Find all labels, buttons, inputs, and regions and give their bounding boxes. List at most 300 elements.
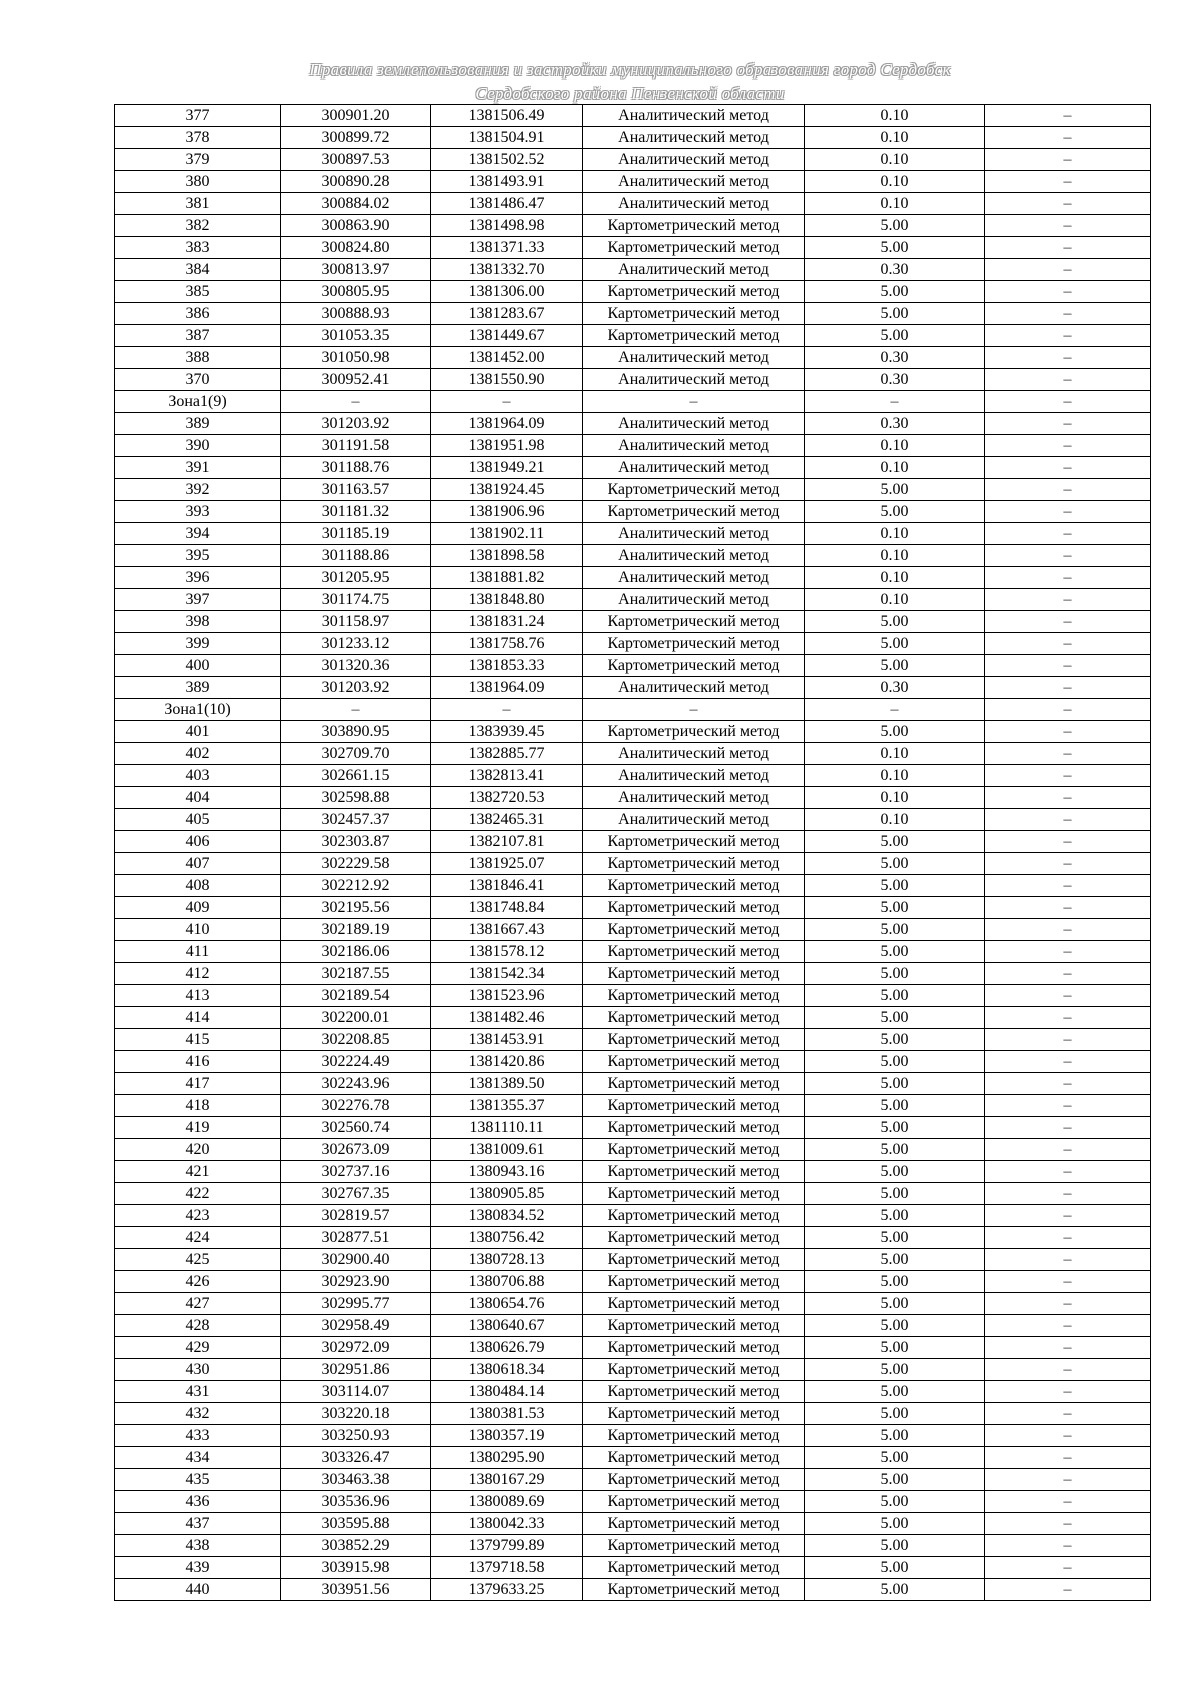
accuracy-cell: 5.00	[805, 1271, 985, 1293]
table-row	[115, 523, 1151, 545]
method-cell: Картометрический метод	[583, 1469, 805, 1491]
table-row	[115, 1469, 1151, 1491]
y-coordinate-cell: 1381493.91	[431, 171, 583, 193]
point-number-cell: 405	[115, 809, 281, 831]
point-number-cell: 382	[115, 215, 281, 237]
point-number-cell: 377	[115, 105, 281, 127]
method-cell: Аналитический метод	[583, 105, 805, 127]
method-cell: Аналитический метод	[583, 809, 805, 831]
accuracy-cell: 5.00	[805, 501, 985, 523]
accuracy-cell: 5.00	[805, 1469, 985, 1491]
table-row	[115, 1535, 1151, 1557]
accuracy-cell: 5.00	[805, 1359, 985, 1381]
x-coordinate-cell: 300888.93	[281, 303, 431, 325]
method-cell: Картометрический метод	[583, 215, 805, 237]
note-cell: –	[985, 215, 1151, 237]
method-cell: Картометрический метод	[583, 237, 805, 259]
x-coordinate-cell: 302923.90	[281, 1271, 431, 1293]
point-number-cell: 398	[115, 611, 281, 633]
table-row	[115, 633, 1151, 655]
header-line-1: Правила землепользования и застройки муниципального образования город Сердобск	[309, 60, 951, 79]
method-cell: Аналитический метод	[583, 589, 805, 611]
table-row	[115, 721, 1151, 743]
note-cell: –	[985, 655, 1151, 677]
y-coordinate-cell: 1381898.58	[431, 545, 583, 567]
y-coordinate-cell: –	[431, 699, 583, 721]
method-cell: Картометрический метод	[583, 1513, 805, 1535]
accuracy-cell: 5.00	[805, 1315, 985, 1337]
note-cell: –	[985, 919, 1151, 941]
point-number-cell: 385	[115, 281, 281, 303]
method-cell: Картометрический метод	[583, 1139, 805, 1161]
table-row	[115, 589, 1151, 611]
point-number-cell: 387	[115, 325, 281, 347]
point-number-cell: 390	[115, 435, 281, 457]
accuracy-cell: 5.00	[805, 1117, 985, 1139]
x-coordinate-cell: 300884.02	[281, 193, 431, 215]
note-cell: –	[985, 237, 1151, 259]
method-cell: Картометрический метод	[583, 1073, 805, 1095]
table-row	[115, 875, 1151, 897]
y-coordinate-cell: 1381355.37	[431, 1095, 583, 1117]
note-cell: –	[985, 1183, 1151, 1205]
method-cell: Картометрический метод	[583, 1095, 805, 1117]
table-row	[115, 1227, 1151, 1249]
coordinates-table-body	[115, 105, 1151, 1601]
accuracy-cell: 0.10	[805, 105, 985, 127]
table-row	[115, 325, 1151, 347]
point-number-cell: 416	[115, 1051, 281, 1073]
y-coordinate-cell: 1380640.67	[431, 1315, 583, 1337]
note-cell: –	[985, 1557, 1151, 1579]
method-cell: Аналитический метод	[583, 765, 805, 787]
x-coordinate-cell: 302598.88	[281, 787, 431, 809]
point-number-cell: 414	[115, 1007, 281, 1029]
y-coordinate-cell: 1380381.53	[431, 1403, 583, 1425]
point-number-cell: 412	[115, 963, 281, 985]
accuracy-cell: 5.00	[805, 1183, 985, 1205]
x-coordinate-cell: 302224.49	[281, 1051, 431, 1073]
table-row	[115, 1117, 1151, 1139]
note-cell: –	[985, 457, 1151, 479]
y-coordinate-cell: 1381523.96	[431, 985, 583, 1007]
accuracy-cell: 0.30	[805, 413, 985, 435]
y-coordinate-cell: 1381924.45	[431, 479, 583, 501]
table-row	[115, 1249, 1151, 1271]
method-cell: Картометрический метод	[583, 1183, 805, 1205]
table-row	[115, 545, 1151, 567]
method-cell: Картометрический метод	[583, 875, 805, 897]
zone-header-row	[115, 699, 1151, 721]
x-coordinate-cell: 301185.19	[281, 523, 431, 545]
point-number-cell: 411	[115, 941, 281, 963]
table-row	[115, 655, 1151, 677]
x-coordinate-cell: 303220.18	[281, 1403, 431, 1425]
x-coordinate-cell: 302661.15	[281, 765, 431, 787]
x-coordinate-cell: 300805.95	[281, 281, 431, 303]
table-row	[115, 479, 1151, 501]
point-number-cell: 429	[115, 1337, 281, 1359]
method-cell: Картометрический метод	[583, 1557, 805, 1579]
x-coordinate-cell: 302189.19	[281, 919, 431, 941]
note-cell: –	[985, 963, 1151, 985]
note-cell: –	[985, 721, 1151, 743]
accuracy-cell: 5.00	[805, 875, 985, 897]
y-coordinate-cell: 1381009.61	[431, 1139, 583, 1161]
y-coordinate-cell: 1380706.88	[431, 1271, 583, 1293]
x-coordinate-cell: 301158.97	[281, 611, 431, 633]
note-cell: –	[985, 633, 1151, 655]
table-row	[115, 1579, 1151, 1601]
point-number-cell: 380	[115, 171, 281, 193]
x-coordinate-cell: 300952.41	[281, 369, 431, 391]
x-coordinate-cell: 301191.58	[281, 435, 431, 457]
point-number-cell: 399	[115, 633, 281, 655]
accuracy-cell: 5.00	[805, 633, 985, 655]
note-cell: –	[985, 1095, 1151, 1117]
accuracy-cell: 0.10	[805, 127, 985, 149]
method-cell: Картометрический метод	[583, 963, 805, 985]
y-coordinate-cell: 1380834.52	[431, 1205, 583, 1227]
accuracy-cell: 5.00	[805, 1139, 985, 1161]
note-cell: –	[985, 677, 1151, 699]
y-coordinate-cell: 1381550.90	[431, 369, 583, 391]
note-cell: –	[985, 831, 1151, 853]
y-coordinate-cell: 1381964.09	[431, 413, 583, 435]
point-number-cell: 417	[115, 1073, 281, 1095]
note-cell: –	[985, 897, 1151, 919]
x-coordinate-cell: 303595.88	[281, 1513, 431, 1535]
x-coordinate-cell: 301203.92	[281, 677, 431, 699]
point-number-cell: 422	[115, 1183, 281, 1205]
x-coordinate-cell: 302186.06	[281, 941, 431, 963]
table-row	[115, 1161, 1151, 1183]
x-coordinate-cell: 301174.75	[281, 589, 431, 611]
accuracy-cell: 5.00	[805, 1161, 985, 1183]
method-cell: Картометрический метод	[583, 1579, 805, 1601]
accuracy-cell: 0.10	[805, 435, 985, 457]
note-cell: –	[985, 149, 1151, 171]
x-coordinate-cell: 303915.98	[281, 1557, 431, 1579]
accuracy-cell: 0.10	[805, 765, 985, 787]
point-number-cell: 410	[115, 919, 281, 941]
method-cell: Картометрический метод	[583, 985, 805, 1007]
point-number-cell: 407	[115, 853, 281, 875]
table-row	[115, 193, 1151, 215]
y-coordinate-cell: 1380943.16	[431, 1161, 583, 1183]
method-cell: Картометрический метод	[583, 1425, 805, 1447]
y-coordinate-cell: 1381964.09	[431, 677, 583, 699]
method-cell: Картометрический метод	[583, 1359, 805, 1381]
note-cell: –	[985, 325, 1151, 347]
method-cell: Аналитический метод	[583, 435, 805, 457]
x-coordinate-cell: 302737.16	[281, 1161, 431, 1183]
note-cell: –	[985, 787, 1151, 809]
x-coordinate-cell: 301053.35	[281, 325, 431, 347]
note-cell: –	[985, 1205, 1151, 1227]
point-number-cell: 404	[115, 787, 281, 809]
point-number-cell: 395	[115, 545, 281, 567]
x-coordinate-cell: 302276.78	[281, 1095, 431, 1117]
method-cell: Картометрический метод	[583, 1117, 805, 1139]
point-number-cell: 421	[115, 1161, 281, 1183]
y-coordinate-cell: 1381306.00	[431, 281, 583, 303]
method-cell: Картометрический метод	[583, 1007, 805, 1029]
method-cell: Картометрический метод	[583, 1381, 805, 1403]
accuracy-cell: 0.30	[805, 677, 985, 699]
y-coordinate-cell: 1381848.80	[431, 589, 583, 611]
y-coordinate-cell: 1381881.82	[431, 567, 583, 589]
point-number-cell: 440	[115, 1579, 281, 1601]
x-coordinate-cell: 301233.12	[281, 633, 431, 655]
table-row	[115, 1337, 1151, 1359]
method-cell: Картометрический метод	[583, 1403, 805, 1425]
y-coordinate-cell: 1381902.11	[431, 523, 583, 545]
y-coordinate-cell: 1381502.52	[431, 149, 583, 171]
accuracy-cell: 0.10	[805, 545, 985, 567]
y-coordinate-cell: 1380089.69	[431, 1491, 583, 1513]
y-coordinate-cell: 1382813.41	[431, 765, 583, 787]
table-row	[115, 171, 1151, 193]
accuracy-cell: 5.00	[805, 985, 985, 1007]
x-coordinate-cell: 302972.09	[281, 1337, 431, 1359]
table-row	[115, 215, 1151, 237]
point-number-cell: 425	[115, 1249, 281, 1271]
accuracy-cell: 5.00	[805, 1337, 985, 1359]
accuracy-cell: 0.10	[805, 149, 985, 171]
note-cell: –	[985, 1491, 1151, 1513]
accuracy-cell: 0.30	[805, 369, 985, 391]
point-number-cell: Зона1(10)	[115, 699, 281, 721]
accuracy-cell: 5.00	[805, 1293, 985, 1315]
x-coordinate-cell: 302195.56	[281, 897, 431, 919]
x-coordinate-cell: 302457.37	[281, 809, 431, 831]
point-number-cell: 396	[115, 567, 281, 589]
table-row	[115, 457, 1151, 479]
note-cell: –	[985, 1513, 1151, 1535]
zone-header-row	[115, 391, 1151, 413]
table-row	[115, 149, 1151, 171]
x-coordinate-cell: 303114.07	[281, 1381, 431, 1403]
accuracy-cell: 0.10	[805, 457, 985, 479]
table-row	[115, 941, 1151, 963]
table-row	[115, 1095, 1151, 1117]
y-coordinate-cell: 1381110.11	[431, 1117, 583, 1139]
method-cell: Аналитический метод	[583, 743, 805, 765]
y-coordinate-cell: 1380295.90	[431, 1447, 583, 1469]
point-number-cell: 418	[115, 1095, 281, 1117]
x-coordinate-cell: 303852.29	[281, 1535, 431, 1557]
note-cell: –	[985, 479, 1151, 501]
point-number-cell: 406	[115, 831, 281, 853]
table-row	[115, 1051, 1151, 1073]
point-number-cell: 389	[115, 413, 281, 435]
note-cell: –	[985, 1579, 1151, 1601]
accuracy-cell: 5.00	[805, 941, 985, 963]
x-coordinate-cell: 302767.35	[281, 1183, 431, 1205]
note-cell: –	[985, 1425, 1151, 1447]
method-cell: Картометрический метод	[583, 655, 805, 677]
method-cell: Аналитический метод	[583, 127, 805, 149]
note-cell: –	[985, 193, 1151, 215]
method-cell: Картометрический метод	[583, 479, 805, 501]
note-cell: –	[985, 501, 1151, 523]
table-row	[115, 127, 1151, 149]
y-coordinate-cell: 1379718.58	[431, 1557, 583, 1579]
accuracy-cell: 5.00	[805, 215, 985, 237]
accuracy-cell: 5.00	[805, 1491, 985, 1513]
method-cell: Картометрический метод	[583, 1161, 805, 1183]
x-coordinate-cell: 301205.95	[281, 567, 431, 589]
note-cell: –	[985, 1271, 1151, 1293]
accuracy-cell: 5.00	[805, 1073, 985, 1095]
table-row	[115, 1007, 1151, 1029]
note-cell: –	[985, 1469, 1151, 1491]
accuracy-cell: 0.10	[805, 809, 985, 831]
table-row	[115, 1271, 1151, 1293]
accuracy-cell: 0.10	[805, 743, 985, 765]
note-cell: –	[985, 1029, 1151, 1051]
table-row	[115, 567, 1151, 589]
point-number-cell: 397	[115, 589, 281, 611]
table-row	[115, 743, 1151, 765]
method-cell: Картометрический метод	[583, 303, 805, 325]
accuracy-cell: –	[805, 699, 985, 721]
accuracy-cell: 5.00	[805, 1029, 985, 1051]
x-coordinate-cell: 303326.47	[281, 1447, 431, 1469]
x-coordinate-cell: 300899.72	[281, 127, 431, 149]
y-coordinate-cell: 1381949.21	[431, 457, 583, 479]
method-cell: Аналитический метод	[583, 259, 805, 281]
table-row	[115, 413, 1151, 435]
table-row	[115, 1073, 1151, 1095]
y-coordinate-cell: 1381504.91	[431, 127, 583, 149]
method-cell: Картометрический метод	[583, 1337, 805, 1359]
table-row	[115, 787, 1151, 809]
accuracy-cell: 5.00	[805, 963, 985, 985]
note-cell: –	[985, 259, 1151, 281]
method-cell: Картометрический метод	[583, 611, 805, 633]
note-cell: –	[985, 545, 1151, 567]
y-coordinate-cell: 1381748.84	[431, 897, 583, 919]
x-coordinate-cell: 302208.85	[281, 1029, 431, 1051]
point-number-cell: 370	[115, 369, 281, 391]
method-cell: Картометрический метод	[583, 919, 805, 941]
table-row	[115, 1293, 1151, 1315]
method-cell: Картометрический метод	[583, 1227, 805, 1249]
accuracy-cell: 5.00	[805, 1403, 985, 1425]
point-number-cell: 433	[115, 1425, 281, 1447]
table-row	[115, 897, 1151, 919]
y-coordinate-cell: 1381449.67	[431, 325, 583, 347]
point-number-cell: 423	[115, 1205, 281, 1227]
x-coordinate-cell: 300901.20	[281, 105, 431, 127]
method-cell: Картометрический метод	[583, 1051, 805, 1073]
point-number-cell: 402	[115, 743, 281, 765]
note-cell: –	[985, 1227, 1151, 1249]
method-cell: Аналитический метод	[583, 413, 805, 435]
accuracy-cell: 5.00	[805, 325, 985, 347]
accuracy-cell: 5.00	[805, 1425, 985, 1447]
accuracy-cell: 5.00	[805, 1051, 985, 1073]
note-cell: –	[985, 985, 1151, 1007]
y-coordinate-cell: 1381542.34	[431, 963, 583, 985]
y-coordinate-cell: 1382107.81	[431, 831, 583, 853]
table-row	[115, 1029, 1151, 1051]
x-coordinate-cell: 302212.92	[281, 875, 431, 897]
y-coordinate-cell: 1380905.85	[431, 1183, 583, 1205]
note-cell: –	[985, 1315, 1151, 1337]
point-number-cell: 409	[115, 897, 281, 919]
y-coordinate-cell: –	[431, 391, 583, 413]
point-number-cell: 381	[115, 193, 281, 215]
note-cell: –	[985, 941, 1151, 963]
method-cell: Картометрический метод	[583, 1293, 805, 1315]
method-cell: Аналитический метод	[583, 677, 805, 699]
accuracy-cell: 5.00	[805, 611, 985, 633]
method-cell: Картометрический метод	[583, 501, 805, 523]
note-cell: –	[985, 1073, 1151, 1095]
accuracy-cell: 5.00	[805, 1579, 985, 1601]
y-coordinate-cell: 1381925.07	[431, 853, 583, 875]
table-row	[115, 281, 1151, 303]
accuracy-cell: 5.00	[805, 237, 985, 259]
method-cell: Аналитический метод	[583, 347, 805, 369]
x-coordinate-cell: 302709.70	[281, 743, 431, 765]
note-cell: –	[985, 1117, 1151, 1139]
note-cell: –	[985, 281, 1151, 303]
x-coordinate-cell: 303463.38	[281, 1469, 431, 1491]
note-cell: –	[985, 523, 1151, 545]
accuracy-cell: 5.00	[805, 1205, 985, 1227]
point-number-cell: 431	[115, 1381, 281, 1403]
table-row	[115, 303, 1151, 325]
y-coordinate-cell: 1381846.41	[431, 875, 583, 897]
table-row	[115, 611, 1151, 633]
y-coordinate-cell: 1380484.14	[431, 1381, 583, 1403]
point-number-cell: 419	[115, 1117, 281, 1139]
x-coordinate-cell: 302995.77	[281, 1293, 431, 1315]
point-number-cell: 391	[115, 457, 281, 479]
point-number-cell: 388	[115, 347, 281, 369]
y-coordinate-cell: 1381906.96	[431, 501, 583, 523]
y-coordinate-cell: 1381452.00	[431, 347, 583, 369]
y-coordinate-cell: 1380618.34	[431, 1359, 583, 1381]
y-coordinate-cell: 1381758.76	[431, 633, 583, 655]
point-number-cell: 435	[115, 1469, 281, 1491]
point-number-cell: 400	[115, 655, 281, 677]
y-coordinate-cell: 1381283.67	[431, 303, 583, 325]
note-cell: –	[985, 699, 1151, 721]
y-coordinate-cell: 1380042.33	[431, 1513, 583, 1535]
accuracy-cell: 5.00	[805, 1249, 985, 1271]
table-row	[115, 369, 1151, 391]
x-coordinate-cell: 302560.74	[281, 1117, 431, 1139]
accuracy-cell: 0.30	[805, 259, 985, 281]
x-coordinate-cell: 302877.51	[281, 1227, 431, 1249]
method-cell: Аналитический метод	[583, 149, 805, 171]
x-coordinate-cell: –	[281, 391, 431, 413]
x-coordinate-cell: –	[281, 699, 431, 721]
header-line-2: Сердобского района Пензенской области	[475, 84, 785, 103]
method-cell: Картометрический метод	[583, 281, 805, 303]
method-cell: Аналитический метод	[583, 523, 805, 545]
table-row	[115, 1381, 1151, 1403]
x-coordinate-cell: 302900.40	[281, 1249, 431, 1271]
point-number-cell: 427	[115, 1293, 281, 1315]
x-coordinate-cell: 303536.96	[281, 1491, 431, 1513]
table-row	[115, 809, 1151, 831]
